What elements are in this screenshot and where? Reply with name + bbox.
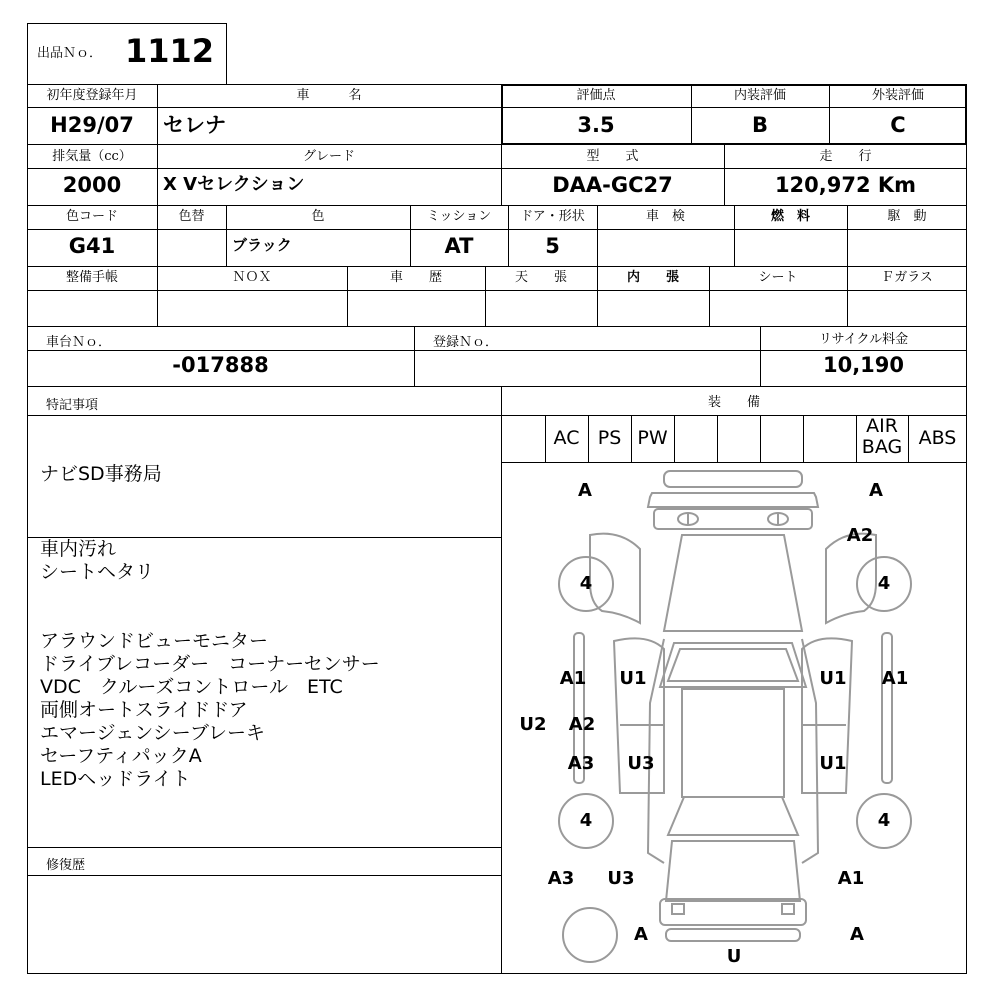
chassis-no-value: -017888 bbox=[172, 353, 269, 377]
mark-left-u1: U1 bbox=[619, 668, 647, 689]
recycle-fee-label: リサイクル料金 bbox=[818, 332, 909, 347]
roof-label: 天 張 bbox=[514, 270, 567, 285]
color-label: 色 bbox=[311, 209, 325, 224]
recycle-fee-value: 10,190 bbox=[822, 353, 905, 377]
repair-history-label: 修復歴 bbox=[46, 858, 86, 873]
mark-rear-left-u3: U3 bbox=[607, 868, 635, 889]
equip-pw: PW bbox=[637, 427, 668, 449]
inspection-label: 車 検 bbox=[645, 209, 685, 224]
car-name-label: 車 名 bbox=[296, 88, 362, 103]
note-details: 車内汚れ シートヘタリ アラウンドビューモニター ドライブレコーダー コーナーセンサー VDC クルーズコントロール ETC 両側オートスライドドア エマージェンシーブレーキ セーフティパックA LEDヘッドライト bbox=[40, 538, 380, 790]
mark-right-a1: A1 bbox=[881, 668, 909, 689]
mark-left-u3: U3 bbox=[627, 753, 655, 774]
grade-label: グレード bbox=[302, 149, 355, 164]
equip-ps: PS bbox=[597, 427, 622, 449]
color-code-value: G41 bbox=[68, 234, 116, 258]
note-navi: ナビSD事務局 bbox=[40, 463, 162, 485]
score-label: 評価点 bbox=[576, 88, 616, 103]
lot-number: 1112 bbox=[125, 32, 215, 70]
mileage-label: 走 行 bbox=[819, 149, 872, 164]
mileage-value: 120,972 Km bbox=[774, 173, 917, 197]
interior-lining-label: 内 張 bbox=[626, 270, 679, 285]
first-reg-label: 初年度登録年月 bbox=[46, 88, 138, 103]
tire-rr: 4 bbox=[877, 810, 891, 831]
interior-value: B bbox=[751, 113, 768, 137]
mark-rear-right-a1: A1 bbox=[837, 868, 865, 889]
mission-value: AT bbox=[444, 234, 474, 258]
mark-fender-right: A2 bbox=[846, 525, 874, 546]
nox-label: ＮＯＸ bbox=[232, 270, 272, 285]
mark-rear-left-a3: A3 bbox=[547, 868, 575, 889]
first-reg-value: H29/07 bbox=[50, 113, 134, 137]
mark-right-u1b: U1 bbox=[819, 753, 847, 774]
mark-right-u1: U1 bbox=[819, 668, 847, 689]
reg-no-label: 登録Ｎｏ． bbox=[433, 335, 499, 350]
exterior-label: 外装評価 bbox=[871, 88, 924, 103]
equipment-label: 装 備 bbox=[707, 395, 760, 410]
mission-label: ミッション bbox=[426, 209, 492, 224]
tire-fl: 4 bbox=[579, 573, 593, 594]
tire-rl: 4 bbox=[579, 810, 593, 831]
drive-label: 駆 動 bbox=[887, 209, 927, 224]
chassis-no-label: 車台Ｎｏ． bbox=[46, 335, 112, 350]
exterior-value: C bbox=[890, 113, 906, 137]
equip-airbag: AIR BAG bbox=[861, 415, 903, 458]
mark-rear-a-left: A bbox=[634, 924, 648, 945]
mark-front-left: A bbox=[578, 480, 592, 501]
model-value: DAA-GC27 bbox=[552, 173, 673, 197]
mark-rear-u: U bbox=[726, 946, 742, 967]
history-label: 車 歴 bbox=[389, 270, 442, 285]
color-change-label: 色替 bbox=[178, 209, 205, 224]
special-notes-label: 特記事項 bbox=[46, 398, 99, 413]
mark-left-u2: U2 bbox=[519, 714, 547, 735]
interior-label: 内装評価 bbox=[733, 88, 786, 103]
mark-rear-a-right: A bbox=[850, 924, 864, 945]
model-label: 型 式 bbox=[586, 149, 639, 164]
mark-front-right: A bbox=[869, 480, 883, 501]
equip-abs: ABS bbox=[918, 427, 957, 449]
seat-label: シート bbox=[758, 270, 798, 285]
car-name-value: セレナ bbox=[163, 113, 226, 137]
color-code-label: 色コード bbox=[65, 209, 118, 224]
door-shape-value: 5 bbox=[545, 234, 560, 258]
displacement-label: 排気量（cc） bbox=[52, 149, 132, 164]
f-glass-label: Ｆガラス bbox=[881, 270, 933, 285]
tire-fr: 4 bbox=[877, 573, 891, 594]
mark-left-a1: A1 bbox=[559, 668, 587, 689]
equip-ac: AC bbox=[553, 427, 580, 449]
fuel-label: 燃 料 bbox=[770, 209, 810, 224]
displacement-value: 2000 bbox=[62, 173, 122, 197]
mark-left-a3: A3 bbox=[567, 753, 595, 774]
door-shape-label: ドア・形状 bbox=[520, 209, 585, 224]
mark-left-a2: A2 bbox=[568, 714, 596, 735]
grade-value: X Vセレクション bbox=[163, 174, 305, 195]
score-value: 3.5 bbox=[577, 113, 615, 137]
lot-number-label: 出品Ｎｏ． bbox=[37, 46, 103, 61]
color-value: ブラック bbox=[232, 236, 292, 254]
maintenance-book-label: 整備手帳 bbox=[65, 270, 118, 285]
